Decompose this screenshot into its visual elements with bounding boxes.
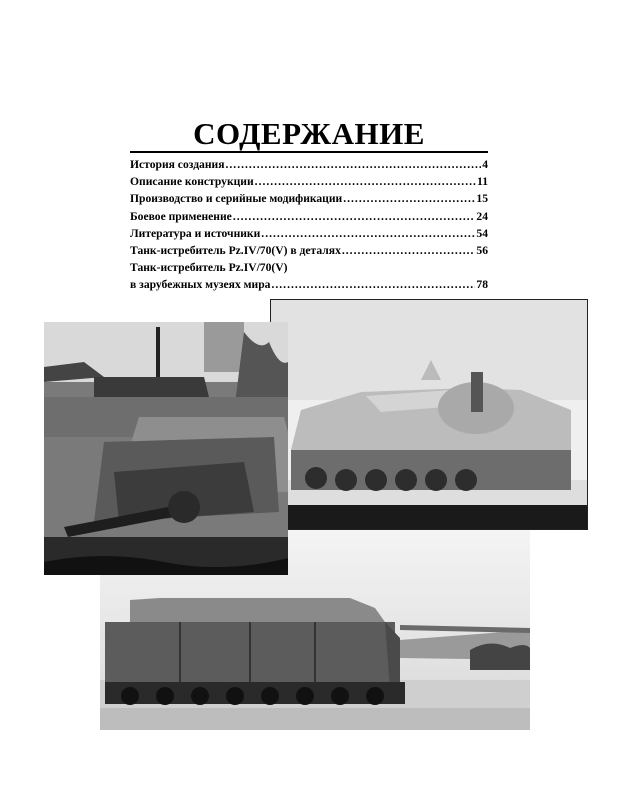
toc-entry-page: 4 [482,158,488,171]
photo-tank-destroyer-side-winter [270,299,588,530]
toc-entry-label: Танк-истребитель Pz.IV/70(V) [130,261,288,275]
toc-leader-dots [226,156,482,173]
toc-entry-label: Боевое применение [130,209,232,223]
photo-tank-destroyer-front [44,322,288,575]
toc-entry-label: Литература и источники [130,226,261,240]
toc-entry-page: 24 [476,209,488,223]
toc-entry[interactable] [130,242,488,259]
toc-entry[interactable] [130,225,488,242]
toc-leader-dots [343,190,475,207]
toc-title: СОДЕРЖАНИЕ [193,116,425,151]
toc-entry-page: 78 [476,278,488,292]
toc-leader-dots [261,225,475,242]
toc-title-rule [130,151,488,153]
toc-entry-page: 54 [476,226,488,240]
toc-entry[interactable] [130,190,488,207]
photo-tank-destroyer-side-winter-image [271,300,587,529]
toc-entry-label: в зарубежных музеях мира [130,278,271,292]
toc-entry-page: 11 [477,175,488,189]
toc-entry[interactable] [130,208,488,225]
toc-entry-page: 15 [476,192,488,206]
toc-leader-dots [342,242,476,259]
toc-leader-dots [255,173,476,190]
toc-entry-label: Производство и серийные модификации [130,192,343,206]
toc-entry[interactable] [130,173,488,190]
toc-entry[interactable] [130,276,488,293]
toc-entry-label: Танк-истребитель Pz.IV/70(V) в деталях [130,244,341,258]
toc-entry-label: Описание конструкции [130,175,254,189]
toc-leader-dots [233,208,476,225]
table-of-contents [130,118,488,294]
toc-entry-line1[interactable] [130,259,488,276]
toc-leader-dots [271,276,475,293]
toc-entry[interactable] [130,156,488,173]
photo-tank-destroyer-front-image [44,322,288,575]
toc-entry-label: История создания [130,158,225,171]
toc-entry-page: 56 [476,244,488,258]
